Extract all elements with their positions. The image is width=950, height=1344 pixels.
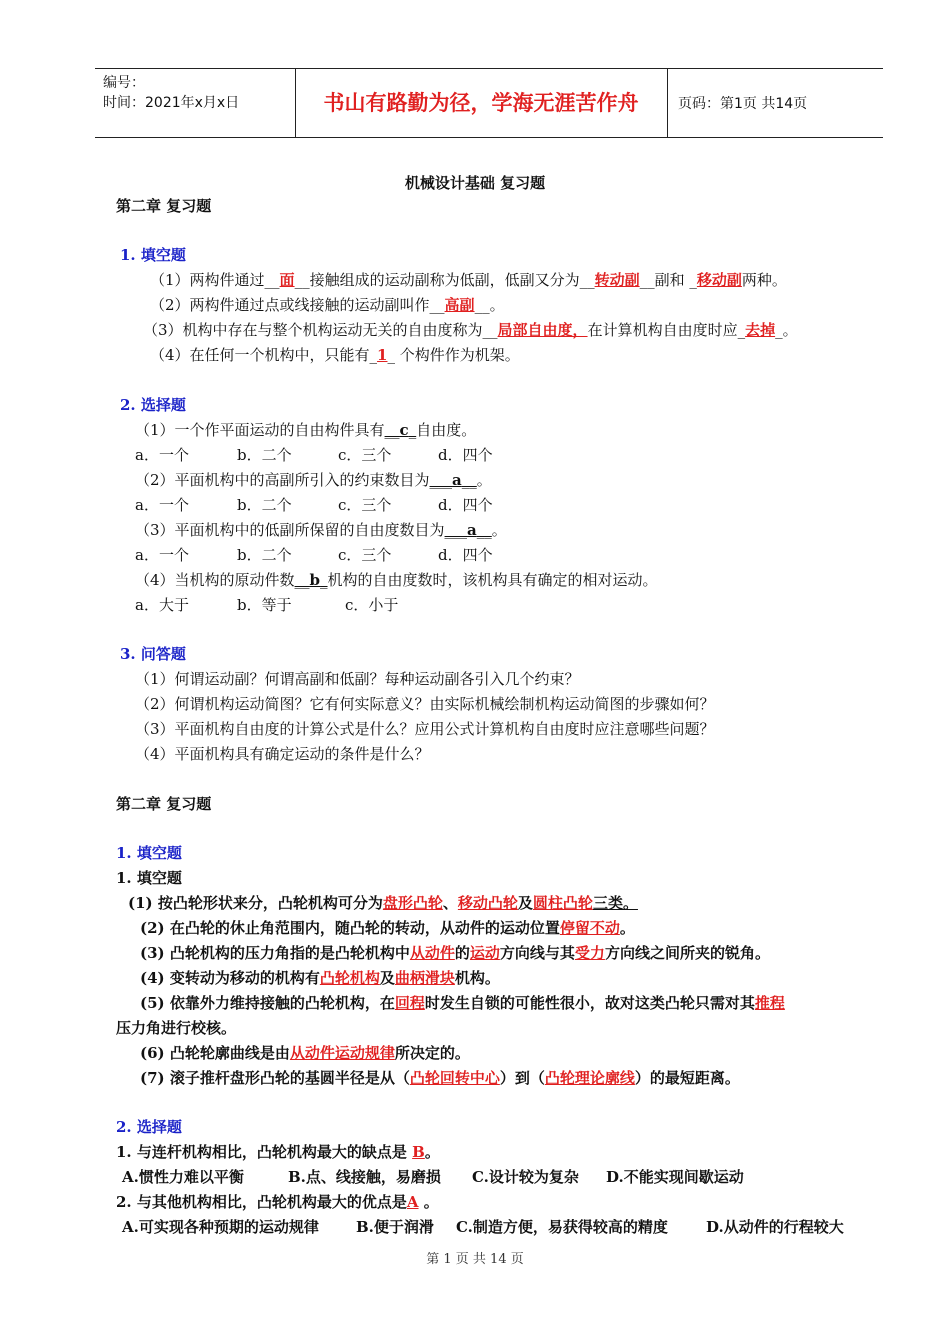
qa-item: （3）平面机构自由度的计算公式是什么？应用公式计算机构自由度时应注意哪些问题？ — [135, 720, 715, 738]
cam-fill-q3: (3) 凸轮机构的压力角指的是凸轮机构中从动件的运动方向线与其受力方向线之间所夹的锐角。 — [140, 944, 770, 962]
fill-q1: （1）两构件通过__面__接触组成的运动副称为低副，低副又分为__转动副__副和 _移动副两种。 — [150, 271, 787, 289]
choice-q2: （2）平面机构中的高副所引入的约束数目为___a__。 — [135, 471, 492, 489]
section-heading-choice: 2. 选择题 — [120, 396, 186, 414]
qa-item: （4）平面机构具有确定运动的条件是什么？ — [135, 745, 430, 763]
header-meta — [103, 73, 239, 113]
section-heading-fill: 1. 填空题 — [116, 844, 182, 862]
page-header — [95, 68, 883, 138]
fill-q2: （2）两构件通过点或线接触的运动副叫作__高副__。 — [150, 296, 505, 314]
qa-item: （1）何谓运动副？何谓高副和低副？每种运动副各引入几个约束？ — [135, 670, 580, 688]
header-divider — [667, 69, 668, 137]
choice-q3: （3）平面机构中的低副所保留的自由度数目为___a__。 — [135, 521, 507, 539]
number-label: 编号： — [103, 75, 145, 91]
fill-subheading: 1. 填空题 — [116, 869, 182, 887]
cam-choice-q2: 2. 与其他机构相比，凸轮机构最大的优点是A 。 — [116, 1193, 439, 1211]
section-heading-qa: 3. 问答题 — [120, 645, 186, 663]
choice-q4: （4）当机构的原动件数__b_机构的自由度数时，该机构具有确定的相对运动。 — [135, 571, 658, 589]
time-label: 时间：2021年x月x日 — [103, 95, 240, 111]
section-heading-fill: 1. 填空题 — [120, 246, 186, 264]
header-motto: 书山有路勤为径，学海无涯苦作舟 — [323, 90, 639, 115]
cam-fill-q4: (4) 变转动为移动的机构有凸轮机构及曲柄滑块机构。 — [140, 969, 500, 987]
chapter-heading: 第二章 复习题 — [116, 795, 212, 813]
choice-q1: （1）一个作平面运动的自由构件具有__c_自由度。 — [135, 421, 477, 439]
cam-choice-q1: 1. 与连杆机构相比，凸轮机构最大的缺点是 B。 — [116, 1143, 440, 1161]
cam-fill-q5-cont: 压力角进行校核。 — [116, 1019, 237, 1037]
fill-q3: （3）机构中存在与整个机构运动无关的自由度称为__局部自由度，在计算机构自由度时应_去掉_。 — [143, 321, 798, 339]
doc-title: 机械设计基础 复习题 — [404, 174, 546, 192]
header-page-label: 页码：第1页 共14页 — [678, 96, 808, 112]
chapter-heading: 第二章 复习题 — [116, 197, 212, 215]
cam-fill-q5: (5) 依靠外力维持接触的凸轮机构，在回程时发生自锁的可能性很小，故对这类凸轮只需对其推程 — [140, 994, 785, 1012]
cam-fill-q1: (1) 按凸轮形状来分，凸轮机构可分为盘形凸轮、移动凸轮及圆柱凸轮三类。 — [128, 894, 638, 912]
qa-item: （2）何谓机构运动简图？它有何实际意义？由实际机械绘制机构运动简图的步骤如何？ — [135, 695, 715, 713]
fill-q4: （4）在任何一个机构中，只能有_1_ 个构件作为机架。 — [150, 346, 520, 364]
section-heading-choice: 2. 选择题 — [116, 1118, 182, 1136]
cam-fill-q2: (2) 在凸轮的休止角范围内，随凸轮的转动，从动件的运动位置停留不动。 — [140, 919, 635, 937]
page-footer: 第 1 页 共 14 页 — [426, 1252, 524, 1267]
cam-fill-q6: (6) 凸轮轮廓曲线是由从动件运动规律所决定的。 — [140, 1044, 470, 1062]
cam-fill-q7: (7) 滚子推杆盘形凸轮的基圆半径是从（凸轮回转中心）到（凸轮理论廓线）的最短距离。 — [140, 1069, 740, 1087]
